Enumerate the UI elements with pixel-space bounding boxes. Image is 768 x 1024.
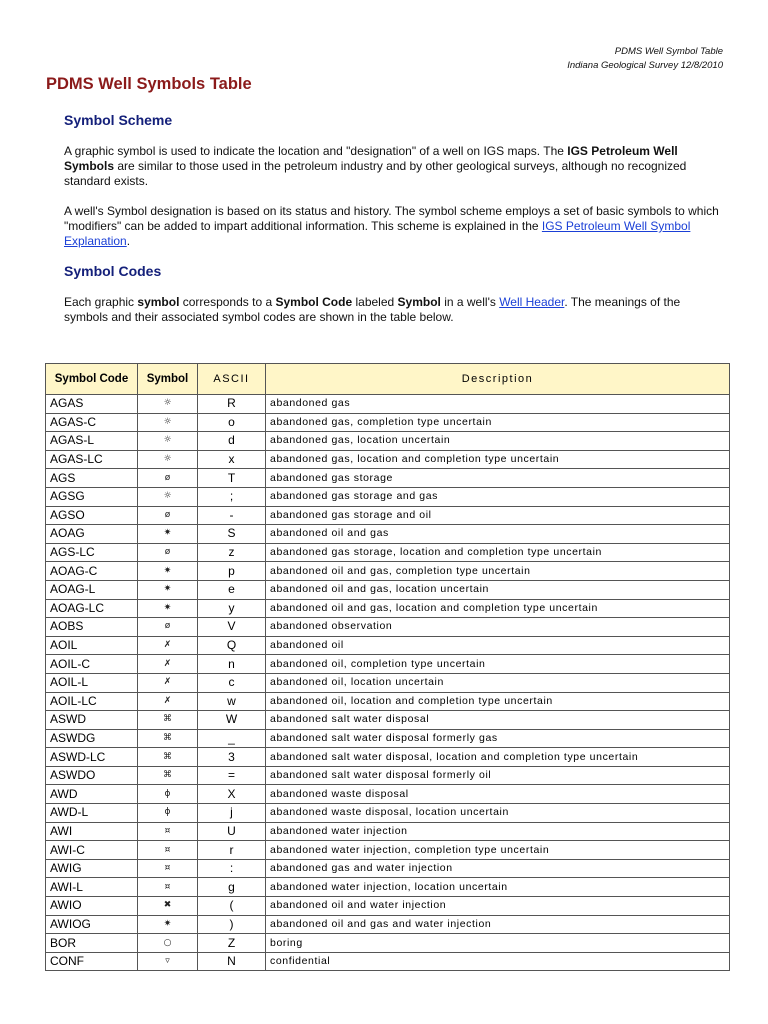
description-cell: abandoned gas, location uncertain bbox=[266, 432, 730, 451]
well-symbol-icon: ¤ bbox=[138, 878, 198, 897]
table-row bbox=[46, 525, 730, 544]
well-symbol-icon: ✗ bbox=[138, 692, 198, 711]
well-symbol-icon: ⌘ bbox=[138, 711, 198, 730]
well-symbol-icon: ☼ bbox=[138, 395, 198, 414]
well-symbol-icon: ✷ bbox=[138, 915, 198, 934]
table-body bbox=[46, 395, 730, 971]
table-row bbox=[46, 748, 730, 767]
table-row bbox=[46, 469, 730, 488]
table-row bbox=[46, 562, 730, 581]
symbol-code-cell: AWIOG bbox=[46, 915, 138, 934]
scheme-p2-text-a: A well's Symbol designation is based on its status and history. The symbol scheme employs a set of basic symbols to which "modifiers" can be added to impart additional information. This scheme is explained in the bbox=[64, 204, 719, 233]
description-cell: abandoned gas, completion type uncertain bbox=[266, 413, 730, 432]
symbol-code-cell: AWI-C bbox=[46, 841, 138, 860]
ascii-cell: ( bbox=[198, 897, 266, 916]
description-cell: abandoned oil, completion type uncertain bbox=[266, 655, 730, 674]
description-cell: abandoned water injection bbox=[266, 822, 730, 841]
description-cell: abandoned oil bbox=[266, 636, 730, 655]
symbol-code-cell: ASWD-LC bbox=[46, 748, 138, 767]
symbol-code-cell: AGSO bbox=[46, 506, 138, 525]
symbol-codes-heading: Symbol Codes bbox=[64, 263, 162, 279]
table-row bbox=[46, 636, 730, 655]
well-symbol-icon: ✷ bbox=[138, 580, 198, 599]
symbol-code-cell: AGS bbox=[46, 469, 138, 488]
well-symbol-icon: ø bbox=[138, 618, 198, 637]
ascii-cell: Q bbox=[198, 636, 266, 655]
table-row bbox=[46, 822, 730, 841]
well-symbol-icon: ✗ bbox=[138, 636, 198, 655]
symbol-code-cell: AOAG bbox=[46, 525, 138, 544]
header-symbol: Symbol bbox=[138, 364, 198, 395]
header-ascii: ASCII bbox=[198, 364, 266, 395]
ascii-cell: R bbox=[198, 395, 266, 414]
ascii-cell: z bbox=[198, 543, 266, 562]
well-symbol-icon: ✷ bbox=[138, 525, 198, 544]
symbol-code-cell: AWIO bbox=[46, 897, 138, 916]
table-row bbox=[46, 450, 730, 469]
running-header-source: Indiana Geological Survey 12/8/2010 bbox=[567, 60, 723, 71]
description-cell: abandoned oil and gas and water injection bbox=[266, 915, 730, 934]
table-row bbox=[46, 785, 730, 804]
scheme-p2-text-b: . bbox=[126, 234, 131, 248]
symbol-code-cell: ASWD bbox=[46, 711, 138, 730]
table-row bbox=[46, 599, 730, 618]
table-row bbox=[46, 395, 730, 414]
table-row bbox=[46, 506, 730, 525]
page-title: PDMS Well Symbols Table bbox=[46, 75, 252, 93]
ascii-cell: j bbox=[198, 804, 266, 823]
symbol-code-cell: AGAS-L bbox=[46, 432, 138, 451]
ascii-cell: g bbox=[198, 878, 266, 897]
symbol-code-cell: AOIL-L bbox=[46, 673, 138, 692]
well-symbol-icon: ☼ bbox=[138, 450, 198, 469]
well-symbol-icon: ɸ bbox=[138, 804, 198, 823]
ascii-cell: x bbox=[198, 450, 266, 469]
table-row bbox=[46, 952, 730, 971]
well-symbol-icon: ✗ bbox=[138, 655, 198, 674]
ascii-cell: y bbox=[198, 599, 266, 618]
description-cell: abandoned oil, location and completion type uncertain bbox=[266, 692, 730, 711]
well-symbol-icon: ⌘ bbox=[138, 766, 198, 785]
table-row bbox=[46, 673, 730, 692]
symbol-code-cell: AGAS-C bbox=[46, 413, 138, 432]
ascii-cell: ) bbox=[198, 915, 266, 934]
symbol-code-cell: AWI bbox=[46, 822, 138, 841]
ascii-cell: p bbox=[198, 562, 266, 581]
symbol-code-cell: AGS-LC bbox=[46, 543, 138, 562]
table-row bbox=[46, 729, 730, 748]
table-row bbox=[46, 618, 730, 637]
table-row bbox=[46, 878, 730, 897]
ascii-cell: T bbox=[198, 469, 266, 488]
description-cell: abandoned waste disposal, location uncertain bbox=[266, 804, 730, 823]
scheme-p1-bold: IGS Petroleum Well Symbols bbox=[64, 144, 678, 173]
ascii-cell: U bbox=[198, 822, 266, 841]
ascii-cell: ; bbox=[198, 487, 266, 506]
ascii-cell: e bbox=[198, 580, 266, 599]
well-symbol-icon: ø bbox=[138, 506, 198, 525]
symbol-code-cell: AOIL-C bbox=[46, 655, 138, 674]
ascii-cell: S bbox=[198, 525, 266, 544]
well-symbol-icon: ɸ bbox=[138, 785, 198, 804]
ascii-cell: r bbox=[198, 841, 266, 860]
table-row bbox=[46, 655, 730, 674]
description-cell: abandoned gas and water injection bbox=[266, 859, 730, 878]
well-symbol-icon: ☼ bbox=[138, 413, 198, 432]
symbol-code-cell: AWD bbox=[46, 785, 138, 804]
ascii-cell: _ bbox=[198, 729, 266, 748]
well-symbol-icon: ¤ bbox=[138, 841, 198, 860]
ascii-cell: d bbox=[198, 432, 266, 451]
well-symbol-icon: ¤ bbox=[138, 859, 198, 878]
table-row bbox=[46, 487, 730, 506]
well-symbol-icon: ✖ bbox=[138, 897, 198, 916]
description-cell: abandoned salt water disposal formerly gas bbox=[266, 729, 730, 748]
table-row bbox=[46, 432, 730, 451]
description-cell: abandoned gas storage, location and completion type uncertain bbox=[266, 543, 730, 562]
description-cell: abandoned gas bbox=[266, 395, 730, 414]
description-cell: confidential bbox=[266, 952, 730, 971]
scheme-p1-text-a: A graphic symbol is used to indicate the location and "designation" of a well on IGS maps. The bbox=[64, 144, 568, 158]
scheme-paragraph-1 bbox=[64, 144, 724, 189]
ascii-cell: W bbox=[198, 711, 266, 730]
codes-text-b: corresponds to a bbox=[179, 295, 276, 309]
description-cell: abandoned salt water disposal, location and completion type uncertain bbox=[266, 748, 730, 767]
well-symbol-icon: ø bbox=[138, 543, 198, 562]
description-cell: abandoned salt water disposal bbox=[266, 711, 730, 730]
ascii-cell: - bbox=[198, 506, 266, 525]
ascii-cell: 3 bbox=[198, 748, 266, 767]
well-symbol-icon: ☼ bbox=[138, 432, 198, 451]
ascii-cell: n bbox=[198, 655, 266, 674]
description-cell: abandoned oil and gas, completion type uncertain bbox=[266, 562, 730, 581]
description-cell: abandoned gas storage and oil bbox=[266, 506, 730, 525]
description-cell: abandoned observation bbox=[266, 618, 730, 637]
codes-text-c: labeled bbox=[352, 295, 398, 309]
description-cell: abandoned gas storage and gas bbox=[266, 487, 730, 506]
description-cell: abandoned gas, location and completion type uncertain bbox=[266, 450, 730, 469]
table-row bbox=[46, 804, 730, 823]
codes-text-e: . The meanings of the symbols and their associated symbol codes are shown in the table below. bbox=[64, 295, 681, 324]
symbol-code-cell: ASWDO bbox=[46, 766, 138, 785]
ascii-cell: X bbox=[198, 785, 266, 804]
symbol-code-cell: AOIL-LC bbox=[46, 692, 138, 711]
codes-text-d: in a well's bbox=[440, 295, 500, 309]
ascii-cell: w bbox=[198, 692, 266, 711]
symbol-code-cell: AGSG bbox=[46, 487, 138, 506]
symbol-code-cell: AWI-L bbox=[46, 878, 138, 897]
description-cell: abandoned waste disposal bbox=[266, 785, 730, 804]
symbol-code-cell: AOAG-LC bbox=[46, 599, 138, 618]
well-symbol-icon: ¤ bbox=[138, 822, 198, 841]
running-header-title: PDMS Well Symbol Table bbox=[614, 46, 723, 57]
ascii-cell: Z bbox=[198, 934, 266, 953]
symbol-scheme-heading: Symbol Scheme bbox=[64, 112, 173, 128]
symbol-code-cell: AGAS bbox=[46, 395, 138, 414]
symbol-explanation-link[interactable]: IGS Petroleum Well Symbol Explanation bbox=[64, 219, 691, 248]
well-symbol-icon: ✗ bbox=[138, 673, 198, 692]
header-symbol-code: Symbol Code bbox=[46, 364, 138, 395]
symbol-code-cell: AOAG-C bbox=[46, 562, 138, 581]
description-cell: abandoned water injection, completion type uncertain bbox=[266, 841, 730, 860]
description-cell: abandoned oil, location uncertain bbox=[266, 673, 730, 692]
well-symbol-icon: ▿ bbox=[138, 952, 198, 971]
ascii-cell: o bbox=[198, 413, 266, 432]
table-row bbox=[46, 580, 730, 599]
table-row bbox=[46, 897, 730, 916]
table-row bbox=[46, 711, 730, 730]
well-symbol-icon: ✷ bbox=[138, 599, 198, 618]
symbol-code-cell: AOBS bbox=[46, 618, 138, 637]
symbol-code-cell: AOIL bbox=[46, 636, 138, 655]
table-row bbox=[46, 413, 730, 432]
description-cell: abandoned salt water disposal formerly oil bbox=[266, 766, 730, 785]
table-row bbox=[46, 692, 730, 711]
ascii-cell: : bbox=[198, 859, 266, 878]
symbol-code-cell: BOR bbox=[46, 934, 138, 953]
codes-paragraph bbox=[64, 295, 724, 325]
header-description: Description bbox=[266, 364, 730, 395]
description-cell: abandoned oil and water injection bbox=[266, 897, 730, 916]
description-cell: abandoned water injection, location uncertain bbox=[266, 878, 730, 897]
symbol-code-cell: AGAS-LC bbox=[46, 450, 138, 469]
table-row bbox=[46, 915, 730, 934]
symbol-table bbox=[45, 363, 730, 971]
well-symbol-icon: ○ bbox=[138, 934, 198, 953]
table-row bbox=[46, 543, 730, 562]
symbol-code-cell: AWD-L bbox=[46, 804, 138, 823]
well-symbol-icon: ⌘ bbox=[138, 729, 198, 748]
codes-text-a: Each graphic bbox=[64, 295, 138, 309]
codes-bold-symbol: symbol bbox=[137, 295, 180, 309]
table-row bbox=[46, 859, 730, 878]
running-header bbox=[567, 45, 723, 73]
well-symbol-icon: ⌘ bbox=[138, 748, 198, 767]
ascii-cell: = bbox=[198, 766, 266, 785]
table-row bbox=[46, 934, 730, 953]
ascii-cell: V bbox=[198, 618, 266, 637]
symbol-code-cell: AOAG-L bbox=[46, 580, 138, 599]
ascii-cell: c bbox=[198, 673, 266, 692]
table-header-row bbox=[46, 364, 730, 395]
table-row bbox=[46, 841, 730, 860]
description-cell: boring bbox=[266, 934, 730, 953]
codes-bold-symbol-label: Symbol bbox=[397, 295, 441, 309]
description-cell: abandoned oil and gas, location and completion type uncertain bbox=[266, 599, 730, 618]
symbol-code-cell: ASWDG bbox=[46, 729, 138, 748]
well-symbol-icon: ✷ bbox=[138, 562, 198, 581]
description-cell: abandoned gas storage bbox=[266, 469, 730, 488]
ascii-cell: N bbox=[198, 952, 266, 971]
well-header-link[interactable]: Well Header bbox=[499, 295, 565, 309]
symbol-code-cell: CONF bbox=[46, 952, 138, 971]
symbol-code-cell: AWIG bbox=[46, 859, 138, 878]
description-cell: abandoned oil and gas bbox=[266, 525, 730, 544]
scheme-paragraph-2 bbox=[64, 204, 724, 249]
codes-bold-symbol-code: Symbol Code bbox=[275, 295, 353, 309]
well-symbol-icon: ☼ bbox=[138, 487, 198, 506]
well-symbol-icon: ø bbox=[138, 469, 198, 488]
table-row bbox=[46, 766, 730, 785]
description-cell: abandoned oil and gas, location uncertain bbox=[266, 580, 730, 599]
scheme-p1-text-b: are similar to those used in the petroleum industry and by other geological surveys, although no recognized standard exists. bbox=[64, 159, 687, 188]
